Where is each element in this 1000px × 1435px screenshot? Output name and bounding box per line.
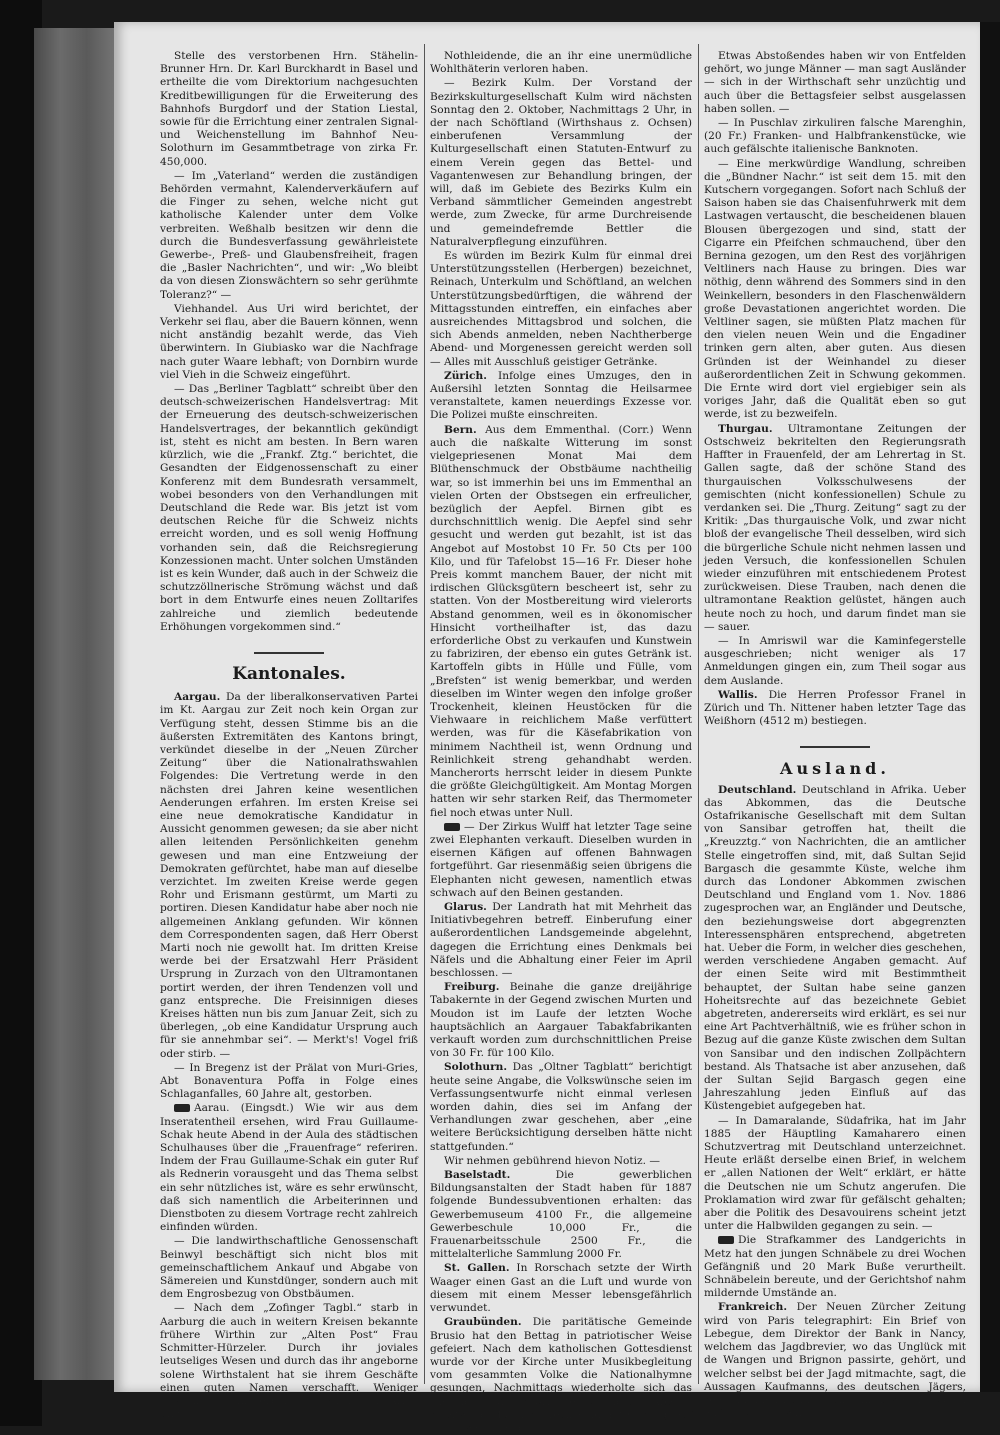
article [704,423,966,634]
separator-rule [800,746,870,748]
article [430,424,692,820]
article-text: Ultramontane Zeitungen der Ostschweiz bekritelten den Regierungsrath Haffter in Frauenfeld, der am Lehrertag in St. Gallen sagte, daß der schöne Stand des thurgauischen Volksschulwesens der gemischten (nicht konfessionellen) Schule zu verdanken sei. Die „Thurg. Zeitung“ sagt zu der Kritik: „Das thurgauische Volk, und zwar nicht bloß der evangelische Theil desselben, wird sich die bürgerliche Schule nicht nehmen lassen und jeden Versuch, die konfessionellen Schulen wieder einzuführen mit entschiedenem Protest zurückweisen. Diese Trauben, nach denen die ultramontane Reaktion gelüstet, hängen auch heute noch zu hoch, und darum findet man sie — sauer. [704,422,966,633]
separator-rule [254,652,324,654]
paragraph: — Im „Vaterland“ werden die zuständigen Behörden vermahnt, Kalenderverkäufern auf die Finger zu sehen, welche nicht gut katholische Kalender unter dem Volke verbreiten. Weßhalb besitzen wir denn die durch die Bundesverfassung gewährleistete Gewerbe-, Preß- und Glaubensfreiheit, fragen die „Basler Nachrichten“, und wir: „Wo bleibt da von diesen Zionswächtern so sehr gerühmte Toleranz?“ — [160,169,418,301]
paragraph: Viehhandel. Aus Uri wird berichtet, der Verkehr sei flau, aber die Bauern können, wenn nicht anständig bezahlt werde, das Vieh überwintern. In Giubiasko war die Nachfrage nach guter Waare lebhaft; von Dornbirn wurde viel Vieh in die Schweiz eingeführt. [160,302,418,381]
article-lead: Graubünden. [444,1316,522,1329]
article [430,901,692,980]
article [704,689,966,729]
article-lead: Deutschland. [718,783,797,796]
article [430,370,692,423]
article-lead: Baselstadt. [444,1169,511,1182]
article [160,691,418,1061]
article-lead: Glarus. [444,901,487,913]
column-1 [160,50,418,1421]
article-text: Die paritätische Gemeinde Brusio hat den Bettag in patriotischer Weise gefeiert. Nach dem katholischen Gottesdienst wurde vor der Kirche unter Musikbegleitung vom gesammten Volke die Nationalhymne gesungen, Nachmittags wiederholte sich das Gleiche vor der reformirten Kirche und Abends spielte die Musik, abwechselnd mit Gesang, auf dem freien Platze. — [430,1316,692,1434]
article: Wir nehmen gebührend hievon Notiz. — [444,1154,660,1167]
article [430,1316,692,1435]
article: Etwas Abstoßendes haben wir von Entfelden gehört, wo junge Männer — man sagt Ausländer — sich in der Wirthschaft sehr unzüchtig und auch über die Bettagsfeier selbst ausgelassen haben sollen. — [704,50,966,115]
article-lead: Frankreich. [718,1301,788,1314]
article: — In Damaralande, Südafrika, hat im Jahr 1885 der Häuptling Kamaharero einen Schutzvertrag mit Deutschland unterzeichnet. Heute erläßt derselbe einen Brief, in welchem er „allen Nationen der Welt“ erklärt, er hätte die Deutschen nie um Schutz angerufen. Die Proklamation wird zwar für gefälscht gehalten; aber die Politik des Desavouirens scheint jetzt unter die Halbwilden gegangen zu sein. — [704,1114,966,1233]
section-heading-kantonales: Kantonales. [232,663,346,684]
article-lead: Aargau. [174,691,221,704]
article [704,1234,966,1300]
article [430,1061,692,1153]
article [704,784,966,1114]
article [160,1102,418,1234]
article-text: Der Neuen Zürcher Zeitung wird von Paris telegraphirt: Ein Brief von Lebegue, dem Direktor der Bank in Nancy, welchem das Jagdbrevier, wo das Unglück mit de Wangen und Brignon passirte, gehört, und welcher selbst bei der Jagd mitmachte, sagt, die Aussagen Kaufmanns, des deutschen Jägers, seien in allen Punkten unwahr. Die Opfer seien auf französischem [704,1301,966,1420]
section-heading-ausland: Ausland. [780,759,890,779]
article-lead: Bern. [444,423,477,436]
article-text: Die Strafkammer des Landgerichts in Metz hat den jungen Schnäbele zu drei Wochen Gefängniß und 20 Mark Buße verurtheilt. Schnäbelein bereute, und der Gerichtshof nahm mildernde Umstände an. [704,1234,966,1300]
article: Es würden im Bezirk Kulm für einmal drei Unterstützungsstellen (Herbergen) bezeichnet, Reinach, Unterkulm und Schöftland, an welchen Unterstützungsbedürftigen, die während der Mittagsstunden eintreffen, ein einfaches aber ausreichendes Mittagsbrod und solchen, die sich Abends anmelden, neben Nachtherberge Abend- und Morgenessen gereicht werden soll — Alles mit Ausschluß geistiger Getränke. [430,250,692,368]
newspaper-page [114,22,980,1434]
article-lead: Solothurn. [444,1061,508,1074]
article-text: Das „Oltner Tagblatt“ berichtigt heute seine Angabe, die Volkswünsche seien im Verfassungsentwurfe nicht einmal verlesen worden dahin, dies sei im Anfang der Verhandlungen zwar geschehen, aber „eine weitere Berücksichtigung derselben hätte nicht stattgefunden.“ [430,1061,692,1153]
article-text: Da der liberalkonservativen Partei im Kt. Aargau zur Zeit noch kein Organ zur Verfügung steht, dessen Stimme bis an die äußersten Extremitäten des Kantons bringt, verkündet dieselbe in der „Neuen Zürcher Zeitung“ über die Nationalrathswahlen Folgendes: Die Vertretung werde in den nächsten drei Jahren keine wesentlichen Aenderungen erfahren. Im ersten Kreise sei eine neue demokratische Kandidatur in Aussicht genommen gewesen; da sie aber nicht allen leitenden Persönlichkeiten genehm gewesen und man eine Entzweiung der Demokraten gefürchtet, habe man auf dieselbe verzichtet. Im zweiten Kreise werde gegen Rohr und Erismann gestürmt, um Marti zu portiren. Diesen Kandidatur habe aber noch nie allgemeinen Anklang gefunden. Wir können dem Correspondenten sagen, daß Herr Oberst Marti noch nie gewollt hat. Im dritten Kreise werde bei der Ersatzwahl Herr Präsident Ursprung in Zurzach von den Ultramontanen portirt werden, der ihren Tendenzen voll und ganz entspreche. Die Freisinnigen dieses Kreises hätten nun bis zum Januar Zeit, sich zu überlegen, „ob eine Kandidatur Ursprung auch für sie annehmbar sei“. — Merkt's! Vogel friß oder stirb. — [160,691,418,1060]
article-text: Der Landrath hat mit Mehrheit das Initiativbegehren betreff. Einberufung einer außerordentlichen Landsgemeinde abgelehnt, dagegen die Errichtung eines Denkmals bei Näfels und die Abhaltung einer Feier im April beschlossen. — [430,901,692,980]
article [430,1169,692,1261]
article: — Eine merkwürdige Wandlung, schreiben die „Bündner Nachr.“ ist seit dem 15. mit den Kutschern vorgegangen. Sofort nach Schluß der Saison haben sie das Chaisenfuhrwerk mit dem Lastwagen vertauscht, die bescheidenen blauen Blousen übergezogen und sind, statt der Cigarre ein Pfeifchen schmauchend, über den Bernina gezogen, um den Rest des vorjährigen Veltliners nach Hause zu bringen. Dies war nöthig, denn während des Sommers sind in den Weinkellern, besonders in den Flaschenwäldern große Devastationen angerichtet worden. Die Veltliner sagen, sie müßten Platz machen für den vielen neuen Wein und die Engadiner trinken gern alten, aber guten. Aus diesen Gründen ist der Weinhandel zu dieser außerordentlichen Zeit in Schwung gekommen. Die Ernte wird dort viel ergiebiger sein als voriges Jahr, daß die Qualität eben so gut werde, ist zu bezweifeln. [704,157,966,421]
article [430,981,692,1060]
article-text: Infolge eines Umzuges, den in Außersihl letzten Sonntag die Heilsarmee veranstaltete, kamen neuerdings Exzesse vor. Die Polizei mußte einschreiten. [430,369,692,422]
article [430,821,692,900]
article-text: Aarau. (Eingsdt.) Wie wir aus dem Inseratentheil ersehen, wird Frau Guillaume-Schak heute Abend in der Aula des städtischen Schulhauses über die „Frauenfrage“ referiren. Indem der Frau Guillaume-Schak ein guter Ruf als Rednerin vorausgeht und das Thema selbst ein sehr nützliches ist, wäre es sehr erwünscht, daß sich namentlich die Arbeiterinnen und Dienstboten zu diesem Vortrage recht zahlreich einfinden würden. [160,1102,418,1234]
article-text: Die Herren Professor Franel in Zürich und Th. Nittener haben letzter Tage das Weißhorn (4512 m) bestiegen. [704,688,966,728]
article-lead: Thurgau. [718,422,773,435]
paragraph: Stelle des verstorbenen Hrn. Stähelin-Brunner Hrn. Dr. Karl Burckhardt in Basel und ertheilte die vom Direktorium nachgesuchten Kreditbewilligungen für die Erweiterung des Bahnhofs Burgdorf und der Station Liestal, sowie für die Errichtung einer zentralen Signal- und Weichenstellung im Bahnhof Neu-Solothurn im Gesammtbetrage von zirka Fr. 450,000. [160,50,418,168]
article-text: — Der Zirkus Wulff hat letzter Tage seine zwei Elephanten verkauft. Dieselben wurden in eisernen Käfigen auf offenen Bahnwagen fortgeführt. Gar riesenmäßig seien übrigens die Elephanten nicht gewesen, namentlich etwas schwach auf den Beinen gestanden. [430,820,692,899]
article-text: Beinahe die ganze dreijährige Tabakernte in der Gegend zwischen Murten und Moudon ist im Laufe der letzten Woche hauptsächlich an Aargauer Tabakfabrikanten verkauft worden zum durchschnittlichen Preise von 30 Fr. für 100 Kilo. [430,981,692,1060]
article: Nothleidende, die an ihr eine unermüdliche Wohlthäterin verloren haben. [430,50,692,76]
article: — Bezirk Kulm. Der Vorstand der Bezirkskulturgesellschaft Kulm wird nächsten Sonntag den 2. Oktober, Nachmittags 2 Uhr, in der nach Schöftland (Wirthshaus z. Ochsen) einberufenen Versammlung der Kulturgesellschaft einen Statuten-Entwurf zu einem Verein gegen das Bettel- und Vagantenwesen zur Behandlung bringen, der will, daß im Gebiete des Bezirks Kulm ein Verband sämmtlicher Gemeinden angestrebt werde, zum Zwecke, für arme Durchreisende und gemeindefremde Bettler die Naturalverpflegung einzuführen. [430,77,692,248]
article-lead: Freiburg. [444,981,500,994]
page-stack-edge [34,28,122,1380]
column-rule [424,44,425,1384]
pointing-hand-icon [718,1236,734,1244]
article-lead: Zürich. [444,369,487,382]
column-2 [430,50,693,1434]
article [704,1301,966,1420]
article: — In Bregenz ist der Prälat von Muri-Gries, Abt Bonaventura Poffa in Folge eines Schlaganfalles, 60 Jahre alt, gestorben. [160,1061,418,1101]
article: — In Puschlav zirkuliren falsche Marenghin, (20 Fr.) Franken- und Halbfrankenstücke, wie auch gefälschte italienische Banknoten. [704,117,966,156]
article-text: Die gewerblichen Bildungsanstalten der Stadt haben für 1887 folgende Bundessubventionen erhalten: das Gewerbemuseum 4100 Fr., die allgemeine Gewerbeschule 10,000 Fr., die Frauenarbeitsschule 2500 Fr., die mittelalterliche Sammlung 2000 Fr. [430,1169,692,1261]
article: — In Amriswil war die Kaminfegerstelle ausgeschrieben; nicht weniger als 17 Anmeldungen gingen ein, zum Theil sogar aus dem Auslande. [704,634,966,687]
article: — Nach dem „Zofinger Tagbl.“ starb in Aarburg die auch in weitern Kreisen bekannte frühere Wirthin zur „Alten Post“ Frau Schmitter-Hürzeler. Durch ihr joviales leutseliges Wesen und durch das ihr angeborne solene Wirthstalent hat sie ihrem Geschäfte einen guten Namen verschafft. Weniger bekannt war ihr verborgenes Wirken für Arme und [160,1302,418,1421]
paragraph: — Das „Berliner Tagblatt“ schreibt über den deutsch-schweizerischen Handelsvertrag: Mit der Erneuerung des deutsch-schweizerischen Handelsvertrages, der bekanntlich gekündigt ist, steht es nicht am besten. In Bern waren kürzlich, wie die „Frankf. Ztg.“ berichtet, die Gesandten der Eidgenossenschaft zu einer Konferenz mit dem Bundesrath versammelt, wobei besonders von den Verhandlungen mit Deutschland die Rede war. Bis jetzt ist vom deutschen Reiche für die Schweiz nichts erreicht worden, und es soll wenig Hoffnung vorhanden sein, daß die Reichsregierung Konzessionen macht. Unter solchen Umständen ist es kein Wunder, daß auch in der Schweiz die schutzzöllnerische Strömung wächst und daß bort in dem Entwurfe eines neuen Zolltarifes zahlreiche und ziemlich bedeutende Erhöhungen vorgekommen sind.“ [160,383,418,633]
article-text: Aus dem Emmenthal. (Corr.) Wenn auch die naßkalte Witterung im sonst vielgepriesenen Monat Mai dem Blüthenschmuck der Obstbäume nachtheilig war, so ist immerhin bei uns im Emmenthal an vielen Orten der Obstsegen ein erfreulicher, bezüglich der Aepfel. Birnen gibt es durchschnittlich wenig. Die Aepfel sind sehr gesucht und werden gut bezahlt, ist ist das Angebot auf Mostobst 10 Fr. 50 Cts per 100 Kilo, und für Tafelobst 15—16 Fr. Dieser hohe Preis kommt manchem Bauer, der nicht mit irdischen Glücksgütern bescheert ist, sehr zu statten. Von der Mostbereitung wird vielerorts Abstand genommen, weil es in ökonomischer Hinsicht vortheilhafter ist, das dazu erforderliche Obst zu verkaufen und Kunstwein zu fabriziren, der ebenso ein gutes Getränk ist. Kartoffeln gibts in Hülle und Fülle, vom „Brefsten“ ist wenig bemerkbar, und werden dieselben im Winter wegen den infolge großer Trockenheit, kleinen Heustöcken für die Viehwaare in reichlichem Maße verfüttert werden, was für die Käsefabrikation von minimem Nachtheil ist, wenn Ordnung und Reinlichkeit streng gehandhabt werden. Mancherorts herrscht leider in diesem Punkte die größte Gleichgültigkeit. Am Montag Morgen hatten wir sehr starken Reif, das Thermometer fiel noch etwas unter Null. [430,423,692,819]
article-lead: Wallis. [718,688,758,701]
pointing-hand-icon [444,823,460,831]
pointing-hand-icon [174,1104,190,1112]
column-rule [698,44,699,1384]
article-text: In Rorschach setzte der Wirth Waager einen Gast an die Luft und wurde von diesem mit einem Messer lebensgefährlich verwundet. [430,1262,693,1315]
article: — Die landwirthschaftliche Genossenschaft Beinwyl beschäftigt sich nicht blos mit gemeinschaftlichem Ankauf und Abgabe von Sämereien und Kunstdünger, sondern auch mit dem Engrosbezug von Obstbäumen. [160,1235,418,1301]
article-text: Deutschland in Afrika. Ueber das Abkommen, das die Deutsche Ostafrikanische Gesellschaft mit dem Sultan von Sansibar getroffen hat, theilt die „Kreuzztg.“ von Nachrichten, die an amtlicher Stelle eingetroffen sind, mit, daß Sultan Sejid Bargasch die gesammte Küste, welche ihm durch das Londoner Abkommen zwischen Deutschland und England vom 1. Nov. 1886 zugesprochen war, an Engländer und Deutsche, den beziehungsweise dort abgegrenzten Interessensphären entsprechend, abgetreten hat. Ueber die Form, in welcher dies geschehen, werden verschiedene Angaben gemacht. Auf der einen Seite wird mit Bestimmtheit behauptet, der Sultan habe seine ganzen Hoheitsrechte auf das bezeichnete Gebiet abgetreten, andererseits wird erklärt, es sei nur eine Art Pachtverhältniß, wie es früher schon in Bezug auf die ganze Küste zwischen dem Sultan von Sansibar und den indischen Zollpächtern bestand. Als Thatsache ist aber anzusehen, daß der Sultan Sejid Bargasch gegen eine Jahreszahlung jeden Einfluß auf das Küstengebiet aufgegeben hat. [704,783,966,1113]
article-lead: St. Gallen. [444,1262,510,1275]
column-3 [704,50,966,1420]
scan-border [980,22,1000,1392]
article [430,1262,692,1315]
